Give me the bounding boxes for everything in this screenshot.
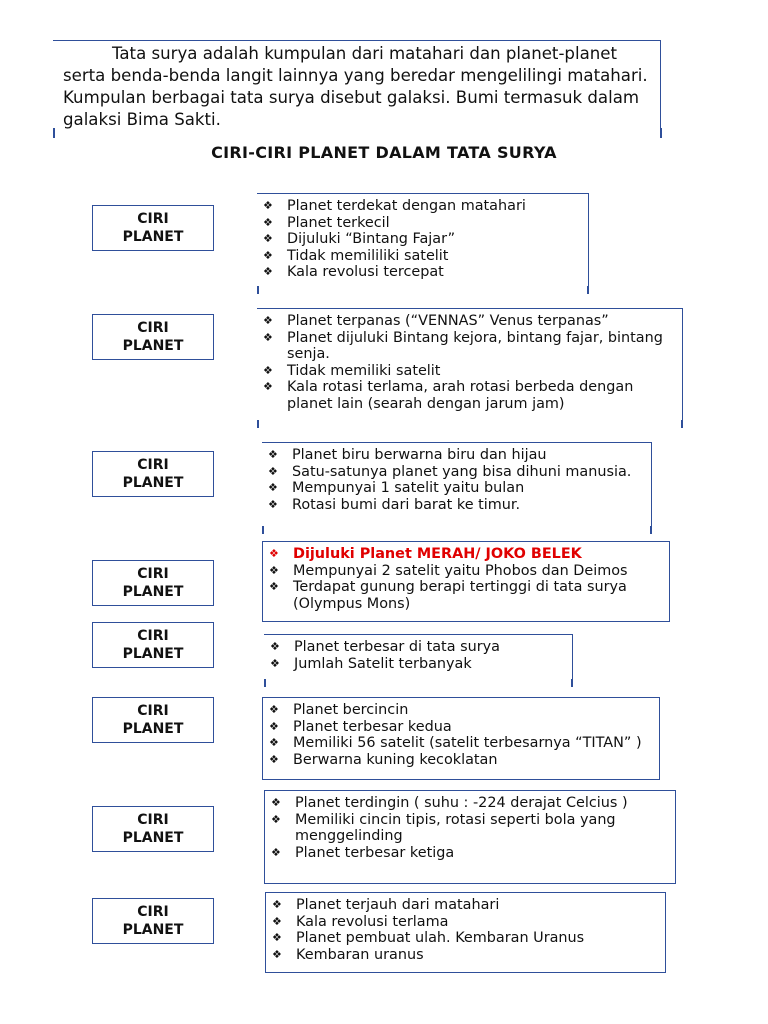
feature-item: ❖ Planet terpanas (“VENNAS” Venus terpanas” <box>287 313 676 330</box>
label-line-1: CIRI <box>137 628 169 644</box>
label-line-2: PLANET <box>122 229 184 245</box>
label-planet-6 <box>92 697 214 743</box>
planet-8-features <box>265 892 666 973</box>
feature-item: ❖ Planet terjauh dari matahari <box>296 897 659 914</box>
label-line-2: PLANET <box>122 475 184 491</box>
label-planet-7 <box>92 806 214 852</box>
label-line-2: PLANET <box>122 646 184 662</box>
planet-4-features <box>262 541 670 622</box>
feature-item: ❖ Dijuluki “Bintang Fajar” <box>287 231 582 248</box>
feature-item: ❖ Planet terbesar di tata surya <box>294 639 566 656</box>
label-line-2: PLANET <box>122 721 184 737</box>
label-planet-5 <box>92 622 214 668</box>
planet-3-features <box>262 442 652 534</box>
feature-item: ❖ Mempunyai 2 satelit yaitu Phobos dan Deimos <box>293 563 663 580</box>
planet-6-features <box>262 697 660 780</box>
planet-5-features <box>264 634 573 687</box>
feature-item: ❖ Kala rotasi terlama, arah rotasi berbeda dengan planet lain (searah dengan jarum jam) <box>287 379 676 412</box>
label-planet-2 <box>92 314 214 360</box>
feature-item: ❖ Planet terbesar kedua <box>293 719 653 736</box>
planet-7-features <box>264 790 676 884</box>
feature-item: ❖ Rotasi bumi dari barat ke timur. <box>292 497 645 514</box>
label-line-1: CIRI <box>137 320 169 336</box>
label-line-2: PLANET <box>122 830 184 846</box>
label-line-1: CIRI <box>137 566 169 582</box>
feature-item: ❖ Kala revolusi tercepat <box>287 264 582 281</box>
label-line-2: PLANET <box>122 584 184 600</box>
feature-item: ❖ Satu-satunya planet yang bisa dihuni manusia. <box>292 464 645 481</box>
page-heading: CIRI-CIRI PLANET DALAM TATA SURYA <box>211 143 557 162</box>
label-planet-4 <box>92 560 214 606</box>
feature-item-highlight: ❖ Dijuluki Planet MERAH/ JOKO BELEK <box>293 546 663 563</box>
feature-item: ❖ Planet pembuat ulah. Kembaran Uranus <box>296 930 659 947</box>
label-line-1: CIRI <box>137 457 169 473</box>
label-planet-1 <box>92 205 214 251</box>
feature-item: ❖ Jumlah Satelit terbanyak <box>294 656 566 673</box>
feature-item: ❖ Tidak memiliki satelit <box>287 363 676 380</box>
feature-item: ❖ Kala revolusi terlama <box>296 914 659 931</box>
label-planet-3 <box>92 451 214 497</box>
feature-item: ❖ Memiliki 56 satelit (satelit terbesarnya “TITAN” ) <box>293 735 653 752</box>
label-line-1: CIRI <box>137 703 169 719</box>
label-line-2: PLANET <box>122 338 184 354</box>
label-line-1: CIRI <box>137 904 169 920</box>
feature-item: ❖ Planet dijuluki Bintang kejora, bintang fajar, bintang senja. <box>287 330 676 363</box>
feature-item: ❖ Tidak memililiki satelit <box>287 248 582 265</box>
feature-item: ❖ Berwarna kuning kecoklatan <box>293 752 653 769</box>
feature-item: ❖ Planet terkecil <box>287 215 582 232</box>
label-line-2: PLANET <box>122 922 184 938</box>
feature-item: ❖ Planet terbesar ketiga <box>295 845 669 862</box>
feature-item: ❖ Kembaran uranus <box>296 947 659 964</box>
feature-item: ❖ Terdapat gunung berapi tertinggi di tata surya (Olympus Mons) <box>293 579 663 612</box>
feature-item: ❖ Planet terdekat dengan matahari <box>287 198 582 215</box>
feature-item: ❖ Planet terdingin ( suhu : -224 derajat Celcius ) <box>295 795 669 812</box>
feature-item: ❖ Planet bercincin <box>293 702 653 719</box>
label-line-1: CIRI <box>137 211 169 227</box>
label-line-1: CIRI <box>137 812 169 828</box>
planet-1-features <box>257 193 589 294</box>
planet-2-features <box>257 308 683 428</box>
intro-paragraph-box <box>53 40 661 136</box>
label-planet-8 <box>92 898 214 944</box>
intro-text: Tata surya adalah kumpulan dari matahari dan planet-planet serta benda-benda langit lainnya yang beredar mengelilingi matahari. Kumpulan berbagai tata surya disebut galaksi. Bumi termasuk dalam galaksi Bima Sakti. <box>63 44 648 129</box>
feature-item: ❖ Mempunyai 1 satelit yaitu bulan <box>292 480 645 497</box>
feature-item: ❖ Memiliki cincin tipis, rotasi seperti bola yang menggelinding <box>295 812 669 845</box>
feature-item: ❖ Planet biru berwarna biru dan hijau <box>292 447 645 464</box>
